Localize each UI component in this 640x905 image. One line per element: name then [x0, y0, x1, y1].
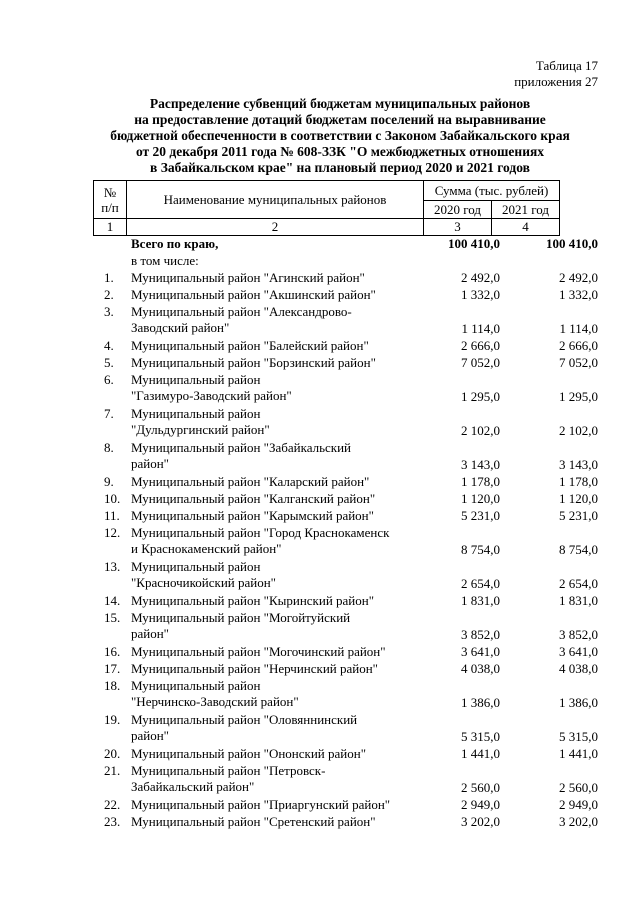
table-row: [0, 287, 640, 304]
row-number: 15.: [104, 610, 121, 625]
subtotal-note-row: [0, 253, 640, 270]
row-value-2020: 2 492,0: [461, 270, 500, 285]
header-index-3: 3: [424, 219, 492, 236]
row-name: [131, 508, 431, 524]
row-name-line: Муниципальный район "Приаргунский район": [131, 797, 391, 812]
row-value-2020: 3 202,0: [461, 814, 500, 829]
row-name-line: Муниципальный район: [131, 559, 261, 574]
row-name: [131, 287, 431, 303]
row-name-line: Муниципальный район "Нерчинский район": [131, 661, 378, 676]
row-name-line: "Газимуро-Заводский район": [131, 388, 292, 403]
row-value-2020: 5 231,0: [461, 508, 500, 523]
table-row: [0, 270, 640, 287]
row-number: 7.: [104, 406, 114, 421]
header-index-4: 4: [492, 219, 560, 236]
row-name: [131, 644, 431, 660]
row-number: 11.: [104, 508, 120, 523]
title-line: от 20 декабря 2011 года № 608-ЗЗК "О межбюджетных отношениях: [135, 144, 545, 159]
table-row: [0, 644, 640, 661]
row-value-2021: 1 120,0: [559, 491, 598, 506]
document-title: [60, 96, 620, 176]
row-value-2020: 2 949,0: [461, 797, 500, 812]
row-value-2020: 1 441,0: [461, 746, 500, 761]
row-name: [131, 661, 431, 677]
row-name: [131, 746, 431, 762]
row-value-2020: 1 114,0: [461, 321, 500, 336]
row-value-2021: 3 202,0: [559, 814, 598, 829]
row-name: [131, 372, 431, 404]
row-number: 4.: [104, 338, 114, 353]
row-value-2020: 3 641,0: [461, 644, 500, 659]
header-sum: Сумма (тыс. рублей): [424, 181, 560, 201]
row-name-line: "Дульдургинский район": [131, 422, 270, 437]
row-number: 9.: [104, 474, 114, 489]
header-number-symbol: №: [103, 184, 117, 200]
row-number: 10.: [104, 491, 121, 506]
subtotal-note: в том числе:: [131, 253, 199, 268]
table-row: [0, 491, 640, 508]
row-name: [131, 525, 431, 557]
row-value-2021: 5 315,0: [559, 729, 598, 744]
row-value-2021: 3 852,0: [559, 627, 598, 642]
row-name: [131, 763, 431, 795]
header-index-1: 1: [94, 219, 127, 236]
row-value-2021: 5 231,0: [559, 508, 598, 523]
table-row: [0, 304, 640, 338]
row-name-line: Муниципальный район "Город Краснокаменск: [131, 525, 390, 540]
row-name: [131, 559, 431, 591]
row-number: 13.: [104, 559, 121, 574]
row-value-2020: 2 102,0: [461, 423, 500, 438]
row-name: [131, 678, 431, 710]
row-number: 18.: [104, 678, 121, 693]
row-name: [131, 593, 431, 609]
table-row: [0, 474, 640, 491]
row-value-2021: 1 441,0: [559, 746, 598, 761]
row-value-2021: 8 754,0: [559, 542, 598, 557]
row-value-2020: 1 831,0: [461, 593, 500, 608]
row-number: 23.: [104, 814, 121, 829]
table-number: Таблица 17: [535, 58, 598, 73]
row-value-2020: 2 654,0: [461, 576, 500, 591]
table-row: [0, 525, 640, 559]
row-name: [131, 440, 431, 472]
header-number-abbr: п/п: [101, 199, 119, 215]
row-name: [131, 491, 431, 507]
row-name-line: Муниципальный район "Каларский район": [131, 474, 370, 489]
row-name-line: Муниципальный район "Александрово-: [131, 304, 352, 319]
header-year-2021: 2021 год: [492, 201, 560, 219]
row-value-2021: 7 052,0: [559, 355, 598, 370]
row-name: [131, 406, 431, 438]
total-label: Всего по краю,: [131, 236, 219, 251]
row-name: [131, 338, 431, 354]
row-name-line: Муниципальный район "Борзинский район": [131, 355, 376, 370]
row-name-line: район": [131, 626, 169, 641]
table-row: [0, 678, 640, 712]
row-value-2021: 1 386,0: [559, 695, 598, 710]
row-name: [131, 610, 431, 642]
row-value-2021: 1 178,0: [559, 474, 598, 489]
row-value-2021: 2 654,0: [559, 576, 598, 591]
row-name: [131, 797, 431, 813]
row-number: 20.: [104, 746, 121, 761]
title-line: в Забайкальском крае" на плановый период 2020 и 2021 годов: [150, 160, 530, 175]
total-row: [0, 236, 640, 253]
row-number: 14.: [104, 593, 121, 608]
row-number: 16.: [104, 644, 121, 659]
row-value-2021: 4 038,0: [559, 661, 598, 676]
row-name-line: Муниципальный район "Агинский район": [131, 270, 365, 285]
row-value-2021: 1 332,0: [559, 287, 598, 302]
row-name-line: Муниципальный район "Калганский район": [131, 491, 376, 506]
total-2020: 100 410,0: [448, 236, 500, 251]
row-value-2020: 1 295,0: [461, 389, 500, 404]
row-value-2021: 2 666,0: [559, 338, 598, 353]
row-value-2020: 1 178,0: [461, 474, 500, 489]
row-value-2020: 2 560,0: [461, 780, 500, 795]
row-value-2020: 7 052,0: [461, 355, 500, 370]
row-name-line: Муниципальный район "Карымский район": [131, 508, 374, 523]
appendix-number: приложения 27: [514, 74, 598, 89]
row-name: [131, 270, 431, 286]
table-row: [0, 814, 640, 831]
row-name-line: "Нерчинско-Заводский район": [131, 694, 299, 709]
row-value-2021: 1 831,0: [559, 593, 598, 608]
row-name-line: Муниципальный район: [131, 678, 261, 693]
table-body: [0, 236, 640, 831]
row-number: 2.: [104, 287, 114, 302]
table-row: [0, 746, 640, 763]
table-header: [93, 180, 560, 236]
row-value-2020: 3 143,0: [461, 457, 500, 472]
row-name-line: Муниципальный район "Забайкальский: [131, 440, 352, 455]
row-number: 3.: [104, 304, 114, 319]
row-value-2020: 2 666,0: [461, 338, 500, 353]
table-row: [0, 338, 640, 355]
row-name: [131, 474, 431, 490]
row-name-line: Забайкальский район": [131, 779, 255, 794]
row-number: 5.: [104, 355, 114, 370]
row-name-line: Муниципальный район "Петровск-: [131, 763, 326, 778]
row-value-2021: 1 295,0: [559, 389, 598, 404]
row-value-2020: 1 120,0: [461, 491, 500, 506]
table-row: [0, 763, 640, 797]
row-number: 21.: [104, 763, 121, 778]
table-row: [0, 440, 640, 474]
table-row: [0, 593, 640, 610]
row-value-2021: 2 492,0: [559, 270, 598, 285]
row-name-line: Муниципальный район: [131, 406, 261, 421]
row-name: [131, 304, 431, 336]
row-name-line: Муниципальный район "Акшинский район": [131, 287, 376, 302]
row-value-2020: 3 852,0: [461, 627, 500, 642]
row-name-line: Муниципальный район "Сретенский район": [131, 814, 376, 829]
header-name: Наименование муниципальных районов: [127, 181, 424, 219]
row-name-line: район": [131, 728, 169, 743]
row-name-line: Муниципальный район "Могойтуйский: [131, 610, 351, 625]
row-name-line: Муниципальный район "Балейский район": [131, 338, 369, 353]
table-reference: [514, 58, 598, 90]
row-value-2020: 8 754,0: [461, 542, 500, 557]
table-row: [0, 797, 640, 814]
total-2021: 100 410,0: [546, 236, 598, 251]
row-name-line: Муниципальный район "Оловяннинский: [131, 712, 358, 727]
table-row: [0, 610, 640, 644]
row-number: 12.: [104, 525, 121, 540]
row-value-2021: 3 143,0: [559, 457, 598, 472]
row-name: [131, 355, 431, 371]
row-name-line: Муниципальный район "Могочинский район": [131, 644, 386, 659]
title-line: бюджетной обеспеченности в соответствии с Законом Забайкальского края: [110, 128, 570, 143]
row-value-2021: 2 949,0: [559, 797, 598, 812]
header-year-2020: 2020 год: [424, 201, 492, 219]
table-row: [0, 712, 640, 746]
title-line: на предоставление дотаций бюджетам поселений на выравнивание: [134, 112, 546, 127]
row-name: [131, 712, 431, 744]
row-name-line: Муниципальный район: [131, 372, 261, 387]
table-row: [0, 406, 640, 440]
table-row: [0, 372, 640, 406]
row-value-2020: 1 386,0: [461, 695, 500, 710]
row-value-2021: 2 102,0: [559, 423, 598, 438]
row-number: 6.: [104, 372, 114, 387]
row-name-line: "Красночикойский район": [131, 575, 276, 590]
row-value-2020: 5 315,0: [461, 729, 500, 744]
row-number: 17.: [104, 661, 121, 676]
table-row: [0, 355, 640, 372]
header-index-2: 2: [127, 219, 424, 236]
row-value-2020: 4 038,0: [461, 661, 500, 676]
header-number: [94, 181, 127, 219]
row-name-line: и Краснокаменский район": [131, 541, 282, 556]
table-row: [0, 661, 640, 678]
row-number: 8.: [104, 440, 114, 455]
title-line: Распределение субвенций бюджетам муниципальных районов: [149, 96, 531, 111]
row-number: 19.: [104, 712, 121, 727]
row-name-line: Муниципальный район "Кыринский район": [131, 593, 375, 608]
table-row: [0, 508, 640, 525]
row-number: 22.: [104, 797, 121, 812]
row-name-line: Заводский район": [131, 320, 230, 335]
row-value-2021: 2 560,0: [559, 780, 598, 795]
row-name-line: Муниципальный район "Ононский район": [131, 746, 367, 761]
row-value-2021: 3 641,0: [559, 644, 598, 659]
row-value-2020: 1 332,0: [461, 287, 500, 302]
row-value-2021: 1 114,0: [559, 321, 598, 336]
row-number: 1.: [104, 270, 114, 285]
row-name: [131, 814, 431, 830]
row-name-line: район": [131, 456, 169, 471]
table-row: [0, 559, 640, 593]
